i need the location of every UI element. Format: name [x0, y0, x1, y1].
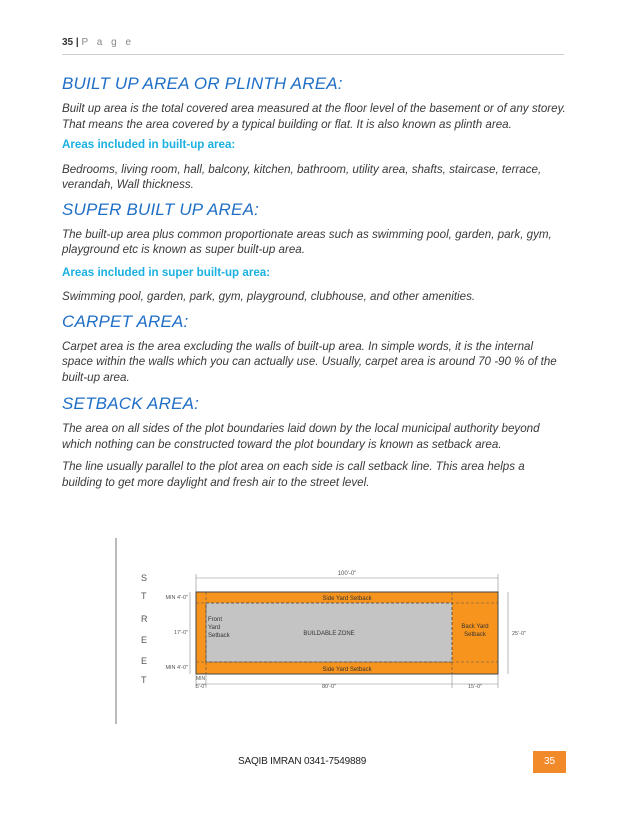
built-up-sub-body: Bedrooms, living room, hall, balcony, kitchen, bathroom, utility area, shafts, staircase, terrace, verandah, Wall thickness.	[62, 162, 542, 191]
front-yard-line-1: Front	[208, 617, 223, 623]
top-dimension-label: 100'-0"	[337, 571, 357, 577]
setback-diagram	[108, 536, 528, 726]
page-content	[62, 74, 566, 490]
super-built-up-body: The built-up area plus common proportionate areas such as swimming pool, garden, park, gym, playground etc is known as super built-up area.	[62, 227, 552, 256]
page-footer	[0, 751, 638, 773]
built-up-title: BUILT UP AREA OR PLINTH AREA:	[62, 74, 343, 93]
setback-body-2: The line usually parallel to the plot area on each side is call setback line. This area helps a building to get more daylight and fresh air to the street level.	[62, 460, 525, 489]
super-built-up-title: SUPER BUILT UP AREA:	[62, 199, 260, 219]
street-letter: S	[141, 573, 148, 583]
header-separator: |	[75, 37, 79, 48]
built-up-sub-heading: Areas included in built-up area:	[62, 138, 236, 151]
front-yard-line-3: Setback	[208, 633, 230, 639]
carpet-title: CARPET AREA:	[62, 311, 189, 331]
min-front-label-1: MIN	[196, 676, 206, 682]
bottom-dimension-right: 15'-0"	[467, 684, 483, 690]
footer-page-box: 35	[533, 751, 566, 773]
min-top-label: MIN 4'-0"	[165, 595, 188, 601]
street-letter: T	[141, 591, 147, 601]
page-header	[62, 37, 564, 55]
setback-title: SETBACK AREA:	[62, 394, 200, 413]
carpet-body: Carpet area is the area excluding the walls of built-up area. In simple words, it is the internal space within the walls which you can actually use. Usually, carpet area is around 70 -90 % of the built-up area.	[62, 339, 557, 384]
bottom-dimension-mid: 80'-0"	[321, 684, 337, 690]
back-yard-line-1: Back Yard	[461, 624, 489, 630]
front-yard-line-2: Yard	[208, 625, 221, 631]
built-up-body: Built up area is the total covered area measured at the floor level of the basement or of any storey. That means the area covered by a typical building or flat. It is also known as plinth area.	[62, 102, 566, 131]
footer-author: SAQIB IMRAN 0341-7549889	[238, 756, 367, 767]
left-dimension-label: 17'-0"	[173, 630, 188, 636]
setback-body-1: The area on all sides of the plot boundaries laid down by the local municipal authority beyond which nothing can be constructed toward the plot boundary is known as setback area.	[62, 422, 540, 451]
header-page-number: 35	[62, 37, 74, 48]
street-letter: E	[141, 635, 148, 645]
street-letter: E	[141, 656, 148, 666]
buildable-zone-label: BUILDABLE ZONE	[303, 631, 355, 637]
street-letter: T	[141, 675, 147, 685]
super-built-up-sub-body: Swimming pool, garden, park, gym, playground, clubhouse, and other amenities.	[62, 290, 476, 303]
right-dimension-label: 25'-0"	[512, 631, 527, 637]
back-yard-line-2: Setback	[464, 632, 486, 638]
header-page-label: P a g e	[81, 37, 135, 48]
min-front-label-2: 5'-0"	[196, 684, 206, 690]
side-yard-top-label: Side Yard Setback	[322, 596, 372, 602]
street-letter: R	[141, 614, 148, 624]
street-label	[141, 573, 148, 685]
super-built-up-sub-heading: Areas included in super built-up area:	[62, 265, 271, 279]
side-yard-bottom-label: Side Yard Setback	[322, 667, 372, 673]
min-bottom-label: MIN 4'-0"	[165, 665, 188, 671]
